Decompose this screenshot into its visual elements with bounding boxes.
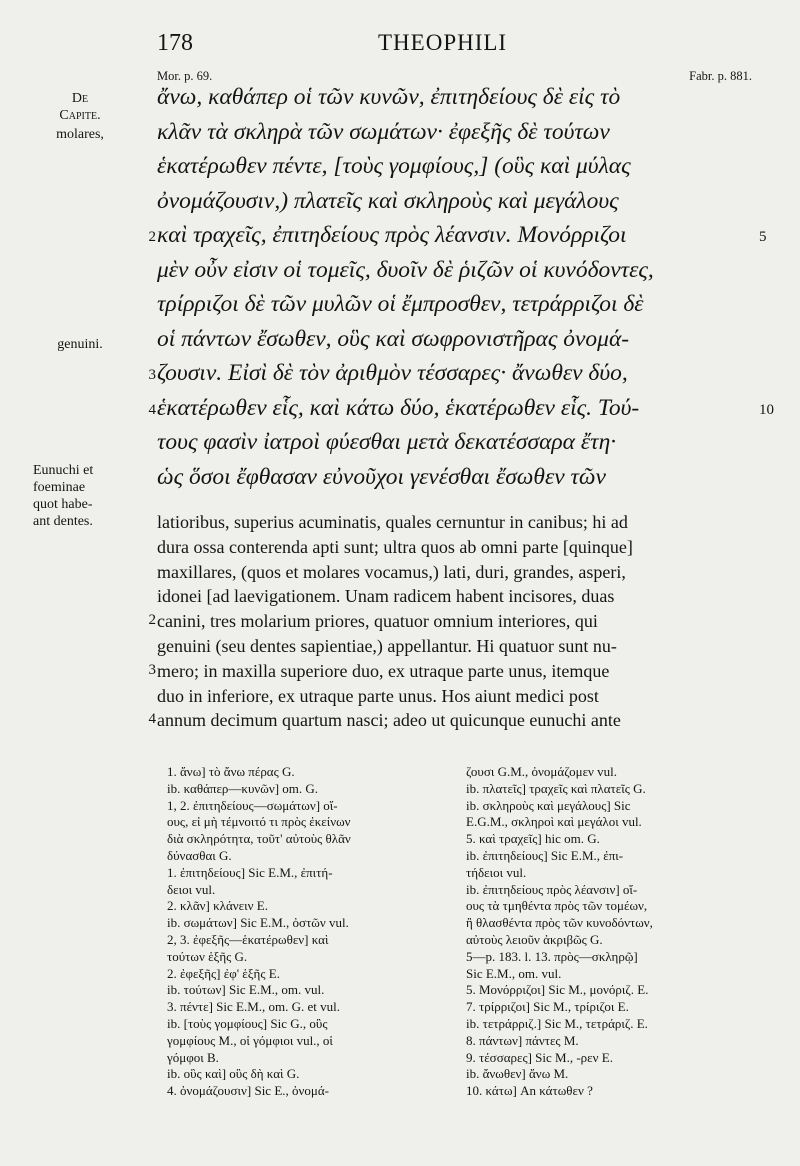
footnote: 9. τέσσαρες] Sic M., -ρεν E. bbox=[466, 1049, 613, 1065]
line-number-right: 10 bbox=[759, 401, 774, 418]
footnote: 1. ἐπιτηδείους] Sic E.M., ἐπιτή- δειοι vul. bbox=[167, 864, 333, 897]
footnote: ib. ἐπιτηδείους πρὸς λέανσιν] οἵ- ους τὰ τμηθέντα πρὸς τῶν τομέων, ἢ θλασθέντα πρὸς τῶν κυνοδόντων, αὐτοὺς λειοῦν ἀκριβῶς G. bbox=[466, 881, 653, 947]
line-text: idonei [ad laevigationem. Unam radicem habent incisores, duas bbox=[157, 586, 615, 607]
footnote: ib. σωμάτων] Sic E.M., ὀστῶν vul. bbox=[167, 915, 349, 931]
footnote: 2. κλᾶν] κλάνειν E. bbox=[167, 898, 268, 914]
text-line bbox=[157, 636, 757, 657]
line-text: duo in inferiore, ex utraque parte unus. Hos aiunt medici post bbox=[157, 685, 599, 706]
text-line bbox=[157, 512, 757, 533]
footnote: ib. καθάπερ—κυνῶν] om. G. bbox=[167, 780, 319, 796]
line-text: ἄνω, καθάπερ οἱ τῶν κυνῶν, ἐπιτηδείους δὲ εἰς τὸ bbox=[157, 84, 621, 110]
margin-note-capite: Capite. bbox=[59, 108, 101, 123]
line-number-left: 2 bbox=[148, 229, 156, 245]
margin-note-line: foeminae bbox=[33, 480, 86, 495]
footnote: ib. πλατεῖς] τραχεῖς καὶ πλατεῖς G. bbox=[466, 780, 646, 796]
line-text: ὡς ὅσοι ἔφθασαν εὐνοῦχοι γενέσθαι ἔσωθεν τῶν bbox=[157, 463, 606, 490]
footnote: 10. κάτω] An κάτωθεν ? bbox=[466, 1083, 593, 1099]
text-line bbox=[157, 429, 757, 456]
margin-note-molares: molares, bbox=[56, 127, 104, 142]
footnote: ib. ἄνωθεν] ἄνω M. bbox=[466, 1066, 569, 1082]
text-line bbox=[157, 326, 757, 353]
line-text: maxillares, (quos et molares vocamus,) lati, duri, grandes, asperi, bbox=[157, 561, 626, 582]
footnote: ib. σκληροὺς καὶ μεγάλους] Sic E.G.M., σκληροὶ καὶ μεγάλοι vul. bbox=[466, 797, 642, 830]
footnotes-right-column bbox=[466, 764, 766, 1100]
line-text: κλᾶν τὰ σκληρὰ τῶν σωμάτων· ἐφεξῆς δὲ τούτων bbox=[157, 118, 610, 145]
line-text: latioribus, superius acuminatis, quales cernuntur in canibus; hi ad bbox=[157, 512, 628, 532]
footnote: ib. τετράρριζ.] Sic M., τετράριζ. E. bbox=[466, 1015, 648, 1031]
line-number-right: 5 bbox=[759, 229, 767, 245]
footnote: ib. τούτων] Sic E.M., om. vul. bbox=[167, 982, 325, 998]
footnote: 5. Μονόρριζοι] Sic M., μονόριζ. E. bbox=[466, 982, 649, 998]
footnote: 2. ἐφεξῆς] ἐφ' ἑξῆς E. bbox=[167, 965, 280, 981]
line-number-left: 4 bbox=[148, 401, 156, 418]
margin-note-line: Eunuchi et bbox=[33, 463, 94, 478]
line-text: ἑκατέρωθεν πέντε, [τοὺς γομφίους,] (οὓς καὶ μύλας bbox=[157, 153, 631, 179]
footnote: 8. πάντων] πάντες M. bbox=[466, 1032, 579, 1048]
footnote: ib. ἐπιτηδείους] Sic E.M., ἐπι- τήδειοι vul. bbox=[466, 847, 624, 880]
line-text: ζουσιν. Εἰσὶ δὲ τὸν ἀριθμὸν τέσσαρες· ἄνωθεν δύο, bbox=[157, 360, 628, 386]
line-text: dura ossa conterenda apti sunt; ultra quos ab omni parte [quinque] bbox=[157, 536, 633, 557]
text-line bbox=[157, 586, 757, 607]
line-text: ὀνομάζουσιν,) πλατεῖς καὶ σκληροὺς καὶ μεγάλους bbox=[157, 187, 619, 214]
text-line bbox=[157, 84, 757, 111]
edition-ref-left: Mor. p. 69. bbox=[157, 69, 213, 83]
line-text: ἑκατέρωθεν εἷς, καὶ κάτω δύο, ἑκατέρωθεν εἷς. Τού- bbox=[157, 394, 640, 421]
line-number-left: 3 bbox=[148, 367, 156, 383]
text-line bbox=[157, 562, 757, 583]
line-text: τους φασὶν ἰατροὶ φύεσθαι μετὰ δεκατέσσαρα ἔτη· bbox=[157, 429, 617, 455]
footnote: ib. [τοὺς γομφίους] Sic G., οὓς γομφίους M., οἱ γόμφιοι vul., οἱ γόμφοι B. bbox=[167, 1015, 333, 1065]
footnote: 5. καὶ τραχεῖς] hic om. G. bbox=[466, 831, 600, 847]
text-line bbox=[157, 686, 757, 707]
line-text: καὶ τραχεῖς, ἐπιτηδείους πρὸς λέανσιν. Μονόρριζοι bbox=[157, 222, 627, 248]
text-line bbox=[148, 660, 757, 682]
line-text: canini, tres molarium priores, quatuor omnium interiores, qui bbox=[157, 611, 598, 632]
edition-ref-right: Fabr. p. 881. bbox=[689, 69, 752, 83]
page-number: 178 bbox=[157, 30, 193, 56]
footnote: 5—p. 183. l. 13. πρὸς—σκληρῷ] Sic E.M., om. vul. bbox=[466, 948, 638, 981]
text-line bbox=[157, 119, 757, 146]
margin-note-eunuchi bbox=[33, 462, 133, 530]
text-line bbox=[157, 291, 757, 318]
footnote: ζουσι G.M., ὀνομάζομεν vul. bbox=[466, 764, 618, 779]
line-text: annum decimum quartum nasci; adeo ut quicunque eunuchi ante bbox=[157, 710, 621, 731]
line-text: τρίρριζοι δὲ τῶν μυλῶν οἱ ἔμπροσθεν, τετράρριζοι δὲ bbox=[157, 291, 644, 317]
margin-note-line: ant dentes. bbox=[33, 514, 93, 529]
margin-note-genuini: genuini. bbox=[57, 337, 103, 352]
margin-note-line: quot habe- bbox=[33, 497, 93, 512]
line-text: οἱ πάντων ἔσωθεν, οὓς καὶ σωφρονιστῆρας ὀνομά- bbox=[157, 325, 630, 352]
line-text: μὲν οὖν εἰσιν οἱ τομεῖς, δυοῖν δὲ ῥιζῶν οἱ κυνόδοντες, bbox=[157, 256, 654, 283]
text-line bbox=[157, 257, 757, 284]
text-line bbox=[157, 153, 757, 180]
text-line bbox=[148, 611, 757, 632]
running-title: THEOPHILI bbox=[378, 30, 508, 55]
margin-note-de: De bbox=[71, 91, 89, 106]
footnotes-left-column bbox=[167, 764, 445, 1100]
line-number-left: 3 bbox=[148, 661, 156, 678]
footnote: 4. ὀνομάζουσιν] Sic E., ὀνομά- bbox=[167, 1083, 329, 1099]
line-text: genuini (seu dentes sapientiae,) appellantur. Hi quatuor sunt nu- bbox=[157, 636, 617, 656]
line-text: mero; in maxilla superiore duo, ex utraque parte unus, itemque bbox=[157, 660, 610, 681]
footnote: 2, 3. ἐφεξῆς—ἑκατέρωθεν] καὶ τούτων ἑξῆς G. bbox=[167, 931, 329, 964]
line-number-left: 4 bbox=[148, 711, 156, 728]
text-line bbox=[148, 360, 757, 387]
text-line bbox=[148, 394, 774, 422]
line-number-left: 2 bbox=[148, 612, 156, 629]
text-line bbox=[148, 710, 757, 731]
footnote: ib. οὓς καὶ] οὓς δὴ καὶ G. bbox=[167, 1066, 300, 1082]
footnote: 3. πέντε] Sic E.M., om. G. et vul. bbox=[167, 999, 341, 1015]
text-line bbox=[148, 222, 767, 249]
text-line bbox=[157, 188, 757, 215]
footnote: 7. τρίρριζοι] Sic M., τρίριζοι E. bbox=[466, 999, 629, 1015]
footnote: 1. ἄνω] τὸ ἄνω πέρας G. bbox=[167, 764, 295, 779]
text-line bbox=[157, 464, 757, 491]
footnote: 1, 2. ἐπιτηδείους—σωμάτων] οἵ- ους, εἰ μὴ τέμνοιτό τι πρὸς ἐκείνων διὰ σκληρότητα, τοῦτ' αὐτοὺς θλᾶν δύνασθαι G. bbox=[167, 797, 351, 863]
text-line bbox=[157, 537, 757, 558]
